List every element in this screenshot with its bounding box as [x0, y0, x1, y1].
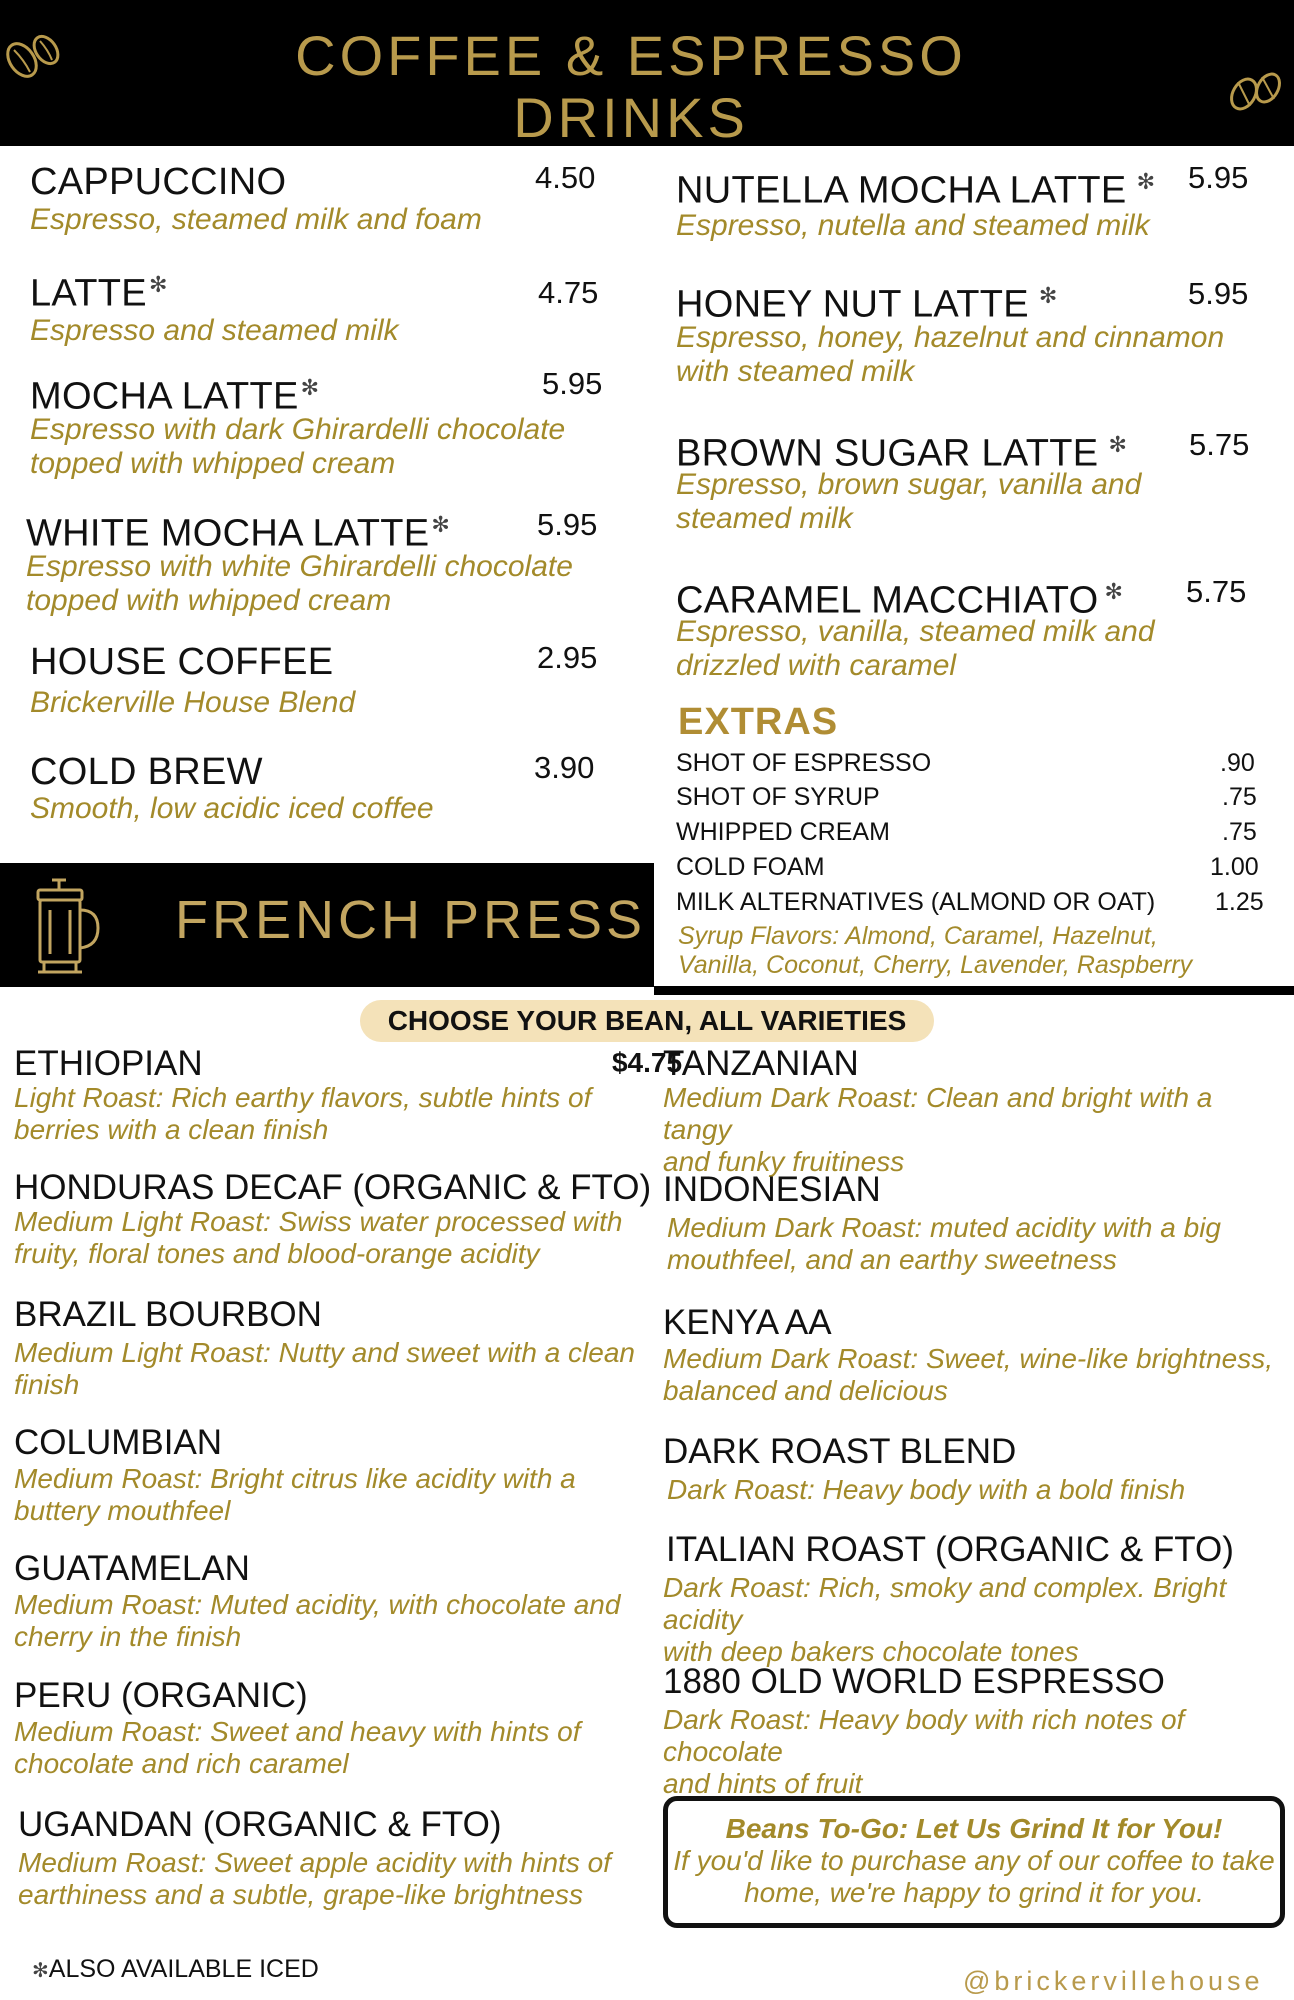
extra-price: .90 — [1220, 749, 1255, 777]
bean-name: GUATAMELAN — [14, 1549, 250, 1588]
bean-description: Medium Light Roast: Swiss water processed with — [14, 1206, 623, 1237]
drink-description: with steamed milk — [676, 354, 915, 388]
drink-description: Espresso, brown sugar, vanilla and — [676, 467, 1142, 501]
drink-price: 5.95 — [1188, 276, 1249, 311]
bean-name: TANZANIAN — [663, 1044, 859, 1083]
drink-item — [26, 503, 610, 618]
bean-name: PERU (ORGANIC) — [14, 1676, 308, 1715]
bean-description: finish — [14, 1369, 80, 1400]
bean-name: KENYA AA — [663, 1303, 832, 1342]
drink-description: Smooth, low acidic iced coffee — [30, 792, 434, 825]
extra-price: 1.00 — [1210, 853, 1259, 881]
bean-description: Medium Dark Roast: muted acidity with a big — [667, 1212, 1221, 1243]
bean-name: HONDURAS DECAF (ORGANIC & FTO) — [14, 1168, 652, 1207]
drink-name: CAPPUCCINO — [30, 161, 287, 203]
drink-name: COLD BREW — [30, 751, 263, 793]
drink-description: topped with whipped cream — [26, 583, 392, 617]
footnote-text: ALSO AVAILABLE ICED — [48, 1955, 319, 1983]
iced-star-icon: ✻ — [1108, 432, 1128, 457]
drink-name: NUTELLA MOCHA LATTE — [676, 169, 1127, 212]
bean-name: ETHIOPIAN — [14, 1044, 203, 1083]
bean-description: fruity, floral tones and blood-orange acidity — [14, 1238, 540, 1269]
bean-description: earthiness and a subtle, grape-like brightness — [18, 1879, 584, 1910]
bean-description: mouthfeel, and an earthy sweetness — [667, 1244, 1117, 1275]
bean-description: buttery mouthfeel — [14, 1495, 231, 1526]
bean-item — [14, 1295, 644, 1401]
drink-name: BROWN SUGAR LATTE — [676, 432, 1099, 475]
menu-title-line2: DRINKS — [513, 86, 749, 149]
drink-name: HONEY NUT LATTE — [676, 283, 1029, 326]
bean-description: Medium Roast: Bright citrus like acidity with a — [14, 1463, 576, 1494]
drink-description: Espresso with dark Ghirardelli chocolate — [30, 412, 566, 446]
extra-price: .75 — [1222, 818, 1257, 846]
french-press-title: FRENCH PRESS — [175, 890, 647, 950]
bean-item — [14, 1423, 644, 1527]
bean-description: with deep bakers chocolate tones — [663, 1636, 1079, 1667]
drink-description: Brickerville House Blend — [30, 686, 356, 719]
extra-name: MILK ALTERNATIVES (ALMOND OR OAT) — [676, 888, 1156, 916]
bean-item — [663, 1662, 1288, 1800]
drink-item — [30, 750, 610, 826]
drink-price: 5.95 — [542, 366, 603, 401]
bean-description: chocolate and rich caramel — [14, 1748, 349, 1779]
extra-name: SHOT OF ESPRESSO — [676, 749, 932, 777]
bean-item — [663, 1303, 1288, 1407]
drink-item — [30, 640, 610, 720]
drink-price: 5.95 — [1188, 160, 1249, 195]
bean-price-banner: CHOOSE YOUR BEAN, ALL VARIETIES $4.75 — [360, 1000, 934, 1042]
bean-name: COLUMBIAN — [14, 1423, 223, 1462]
bean-description: berries with a clean finish — [14, 1114, 329, 1145]
drink-price: 5.75 — [1186, 574, 1247, 609]
drink-price: 4.75 — [538, 275, 599, 310]
extra-name: SHOT OF SYRUP — [676, 783, 880, 811]
drink-price: 5.95 — [537, 507, 598, 542]
drink-description: drizzled with caramel — [676, 648, 957, 682]
bean-name: INDONESIAN — [663, 1170, 881, 1209]
extra-price: 1.25 — [1215, 888, 1264, 916]
bean-item — [663, 1432, 1288, 1506]
extra-name: WHIPPED CREAM — [676, 818, 890, 846]
bean-item — [14, 1549, 644, 1653]
drink-description: steamed milk — [676, 501, 853, 535]
extras-title: EXTRAS — [678, 701, 839, 743]
drink-description: Espresso, honey, hazelnut and cinnamon — [676, 320, 1225, 354]
bean-description: cherry in the finish — [14, 1621, 242, 1652]
iced-star-icon: ✻ — [1136, 169, 1156, 194]
bean-description: Light Roast: Rich earthy flavors, subtle hints of — [14, 1082, 592, 1113]
drink-item — [676, 160, 1276, 243]
bean-description: Dark Roast: Rich, smoky and complex. Bright acidity — [663, 1572, 1227, 1635]
drink-item — [30, 160, 610, 237]
bean-description: Dark Roast: Heavy body with a bold finish — [667, 1474, 1186, 1505]
extra-name: COLD FOAM — [676, 853, 825, 881]
drink-name: WHITE MOCHA LATTE — [26, 512, 430, 555]
drink-name: CARAMEL MACCHIATO — [676, 579, 1099, 622]
iced-footnote — [32, 1955, 319, 1984]
drink-price: 4.50 — [535, 160, 596, 195]
bean-name: ITALIAN ROAST (ORGANIC & FTO) — [666, 1530, 1234, 1569]
bean-description: Medium Light Roast: Nutty and sweet with a clean — [14, 1337, 635, 1368]
bean-description: Medium Dark Roast: Sweet, wine-like brightness, — [663, 1343, 1274, 1374]
syrup-flavors: Syrup Flavors: Almond, Caramel, Hazelnut, — [678, 922, 1158, 950]
iced-star-icon: ✻ — [1104, 579, 1124, 604]
drink-item — [30, 263, 610, 348]
bean-name: UGANDAN (ORGANIC & FTO) — [18, 1805, 502, 1844]
bean-item — [14, 1168, 652, 1270]
syrup-flavors: Vanilla, Coconut, Cherry, Lavender, Raspberry — [678, 951, 1193, 979]
french-press-icon — [30, 876, 106, 976]
iced-star-icon: ✻ — [148, 272, 168, 297]
bean-name: 1880 OLD WORLD ESPRESSO — [663, 1662, 1165, 1701]
bean-description: Dark Roast: Heavy body with rich notes of chocolate — [663, 1704, 1185, 1767]
bean-description: balanced and delicious — [663, 1375, 948, 1406]
iced-star-icon: ✻ — [431, 512, 451, 537]
bean-name: DARK ROAST BLEND — [663, 1432, 1017, 1471]
bean-description: Medium Dark Roast: Clean and bright with a tangy — [663, 1082, 1213, 1145]
menu-title-line1: COFFEE & ESPRESSO — [295, 24, 967, 87]
iced-star-icon: ✻ — [1038, 283, 1058, 308]
iced-star-icon: ✻ — [32, 1960, 49, 1982]
drink-description: Espresso, nutella and steamed milk — [676, 208, 1150, 242]
bean-description: and funky fruitiness — [663, 1146, 905, 1177]
bean-item — [18, 1805, 648, 1911]
beans-to-go-text: If you'd like to purchase any of our coffee to take — [673, 1845, 1275, 1876]
drink-description: topped with whipped cream — [30, 446, 396, 480]
drink-price: 2.95 — [537, 640, 598, 675]
drink-description: Espresso, steamed milk and foam — [30, 203, 482, 236]
drink-item — [676, 423, 1276, 536]
drink-description: Espresso with white Ghirardelli chocolate — [26, 549, 573, 583]
drink-description: Espresso, vanilla, steamed milk and — [676, 614, 1155, 648]
bean-description: and hints of fruit — [663, 1768, 863, 1799]
drink-name: LATTE — [30, 272, 147, 315]
extra-price: .75 — [1222, 783, 1257, 811]
bean-name: BRAZIL BOURBON — [14, 1295, 322, 1334]
drink-item — [30, 366, 610, 481]
bean-description: Medium Roast: Sweet and heavy with hints of — [14, 1716, 581, 1747]
bean-description: Medium Roast: Muted acidity, with chocolate and — [14, 1589, 621, 1620]
beans-to-go-box — [663, 1796, 1285, 1928]
beans-to-go-title: Beans To-Go: Let Us Grind It for You! — [725, 1813, 1223, 1844]
drink-name: HOUSE COFFEE — [30, 641, 334, 683]
social-handle: @brickervillehouse — [963, 1966, 1264, 1996]
bean-description: Medium Roast: Sweet apple acidity with hints of — [18, 1847, 611, 1878]
bean-item — [14, 1676, 644, 1780]
divider-bar — [654, 986, 1294, 995]
drink-price: 5.75 — [1189, 427, 1250, 462]
bean-item — [663, 1044, 1288, 1178]
drink-name: MOCHA LATTE — [30, 375, 299, 418]
bean-item — [663, 1170, 1288, 1276]
bean-item — [14, 1044, 644, 1146]
drink-item — [676, 274, 1276, 389]
iced-star-icon: ✻ — [300, 375, 320, 400]
drink-item — [676, 570, 1276, 683]
drink-price: 3.90 — [534, 750, 595, 785]
bean-item — [663, 1530, 1288, 1668]
beans-to-go-text: home, we're happy to grind it for you. — [744, 1877, 1204, 1908]
drink-description: Espresso and steamed milk — [30, 313, 399, 347]
